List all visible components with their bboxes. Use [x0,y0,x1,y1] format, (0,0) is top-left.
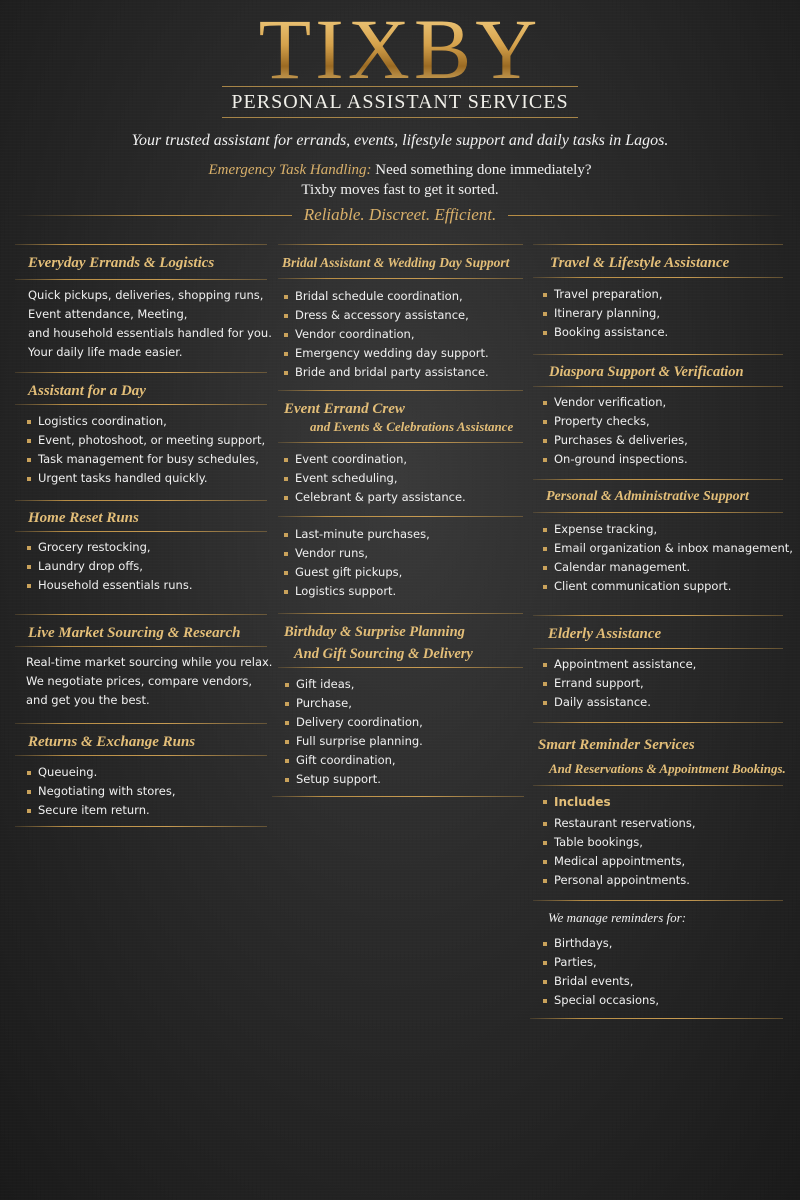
list-item: Full surprise planning. [284,732,423,751]
section-title: Assistant for a Day [28,383,146,399]
section-title: Smart Reminder Services [538,737,695,753]
list-item: Restaurant reservations, [542,814,696,833]
divider [15,244,267,245]
list-item: Calendar management. [542,558,793,577]
divider [15,614,267,615]
divider [533,785,783,786]
section-market-sourcing [28,624,241,642]
divider [15,826,267,827]
bridal-list [283,287,489,382]
section-personal-admin [546,488,749,506]
list-item: Travel preparation, [542,285,668,304]
includes-heading: Includes [542,792,696,812]
section-subtitle: And Gift Sourcing & Delivery [294,646,473,662]
section-title: Everyday Errands & Logistics [28,255,215,271]
section-everyday-errands [28,254,214,272]
section-diaspora [549,363,744,381]
errands-description [28,286,272,362]
section-home-reset [28,509,139,527]
divider [533,722,783,723]
assistant-day-list [26,412,265,488]
list-item: Table bookings, [542,833,696,852]
list-item: Dress & accessory assistance, [283,306,489,325]
list-item: Bride and bridal party assistance. [283,363,489,382]
list-item: Household essentials runs. [26,576,192,595]
list-item: Task management for busy schedules, [26,450,265,469]
list-item: Purchases & deliveries, [542,431,688,450]
list-item: Negotiating with stores, [26,782,176,801]
reminder-manage-note [548,908,686,928]
divider [533,648,783,649]
list-item: Last-minute purchases, [283,525,430,544]
text-line: and get you the best. [26,693,150,707]
list-item: Client communication support. [542,577,793,596]
emergency-note [0,160,800,200]
reminder-includes [542,792,696,890]
list-item: Setup support. [284,770,423,789]
personal-admin-list [542,520,793,596]
list-item: Event coordination, [283,450,466,469]
list-item: Laundry drop offs, [26,557,192,576]
emergency-label: Emergency Task Handling: [208,162,372,178]
divider [278,390,523,391]
text-line: and household essentials handled for you. [28,326,272,340]
diaspora-list [542,393,688,469]
section-title: Personal & Administrative Support [546,489,749,504]
section-smart-reminder [538,736,786,778]
list-item: Vendor coordination, [283,325,489,344]
divider [278,667,523,668]
returns-list [26,763,176,820]
divider [530,1018,783,1019]
motto: Reliable. Discreet. Efficient. [303,205,497,224]
divider [278,516,523,517]
list-item: On-ground inspections. [542,450,688,469]
divider [15,215,292,216]
list-item: Birthdays, [542,934,659,953]
list-item: Delivery coordination, [284,713,423,732]
brand-subtitle: PERSONAL ASSISTANT SERVICES [222,86,578,118]
list-item: Bridal schedule coordination, [283,287,489,306]
divider [15,279,267,280]
list-item: Medical appointments, [542,852,696,871]
divider [15,404,267,405]
emergency-text: Need something done immediately? [375,162,592,178]
divider [15,500,267,501]
section-title: Returns & Exchange Runs [28,734,196,750]
section-title: Bridal Assistant & Wedding Day Support [282,255,510,270]
list-item: Errand support, [542,674,696,693]
divider [278,442,523,443]
section-birthday [284,623,473,663]
brand-logo: TIXBY [0,6,800,92]
section-subtitle: and Events & Celebrations Assistance [310,419,514,434]
section-title: Travel & Lifestyle Assistance [550,255,730,271]
section-event-crew [284,400,513,436]
text-line: Real-time market sourcing while you relax. [26,655,273,669]
section-title: Event Errand Crew [284,401,405,417]
list-item: Special occasions, [542,991,659,1010]
text-line: Quick pickups, deliveries, shopping runs, [28,288,264,302]
section-title: Birthday & Surprise Planning [284,624,465,640]
tagline: Your trusted assistant for errands, events, lifestyle support and daily tasks in Lagos. [131,132,669,149]
manage-note: We manage reminders for: [548,910,687,925]
section-elderly [548,625,661,643]
divider [533,479,783,480]
list-item: Queueing. [26,763,176,782]
divider [533,512,783,513]
event-crew-list [283,450,466,507]
divider [15,723,267,724]
list-item: Gift coordination, [284,751,423,770]
list-item: Secure item return. [26,801,176,820]
divider [278,613,523,614]
travel-list [542,285,668,342]
section-subtitle: And Reservations & Appointment Bookings. [549,761,786,776]
list-item: Email organization & inbox management, [542,539,793,558]
divider [533,615,783,616]
list-item: Grocery restocking, [26,538,192,557]
divider [508,215,785,216]
divider [533,277,783,278]
list-item: Urgent tasks handled quickly. [26,469,265,488]
section-title: Diaspora Support & Verification [549,364,744,380]
section-title: Live Market Sourcing & Research [28,625,241,641]
list-item: Personal appointments. [542,871,696,890]
list-item: Logistics support. [283,582,430,601]
list-item: Guest gift pickups, [283,563,430,582]
market-description [26,653,272,710]
divider [533,900,783,901]
divider [278,278,523,279]
list-item: Logistics coordination, [26,412,265,431]
list-item: Emergency wedding day support. [283,344,489,363]
divider [272,796,524,797]
divider [533,244,783,245]
divider [533,354,783,355]
list-item: Event scheduling, [283,469,466,488]
list-item: Vendor runs, [283,544,430,563]
reminder-manage-list [542,934,659,1010]
list-item: Event, photoshoot, or meeting support, [26,431,265,450]
list-item: Purchase, [284,694,423,713]
text-line: Your daily life made easier. [28,345,183,359]
list-item: Gift ideas, [284,675,423,694]
section-travel [550,254,729,272]
list-item: Expense tracking, [542,520,793,539]
emergency-text-2: Tixby moves fast to get it sorted. [301,182,499,198]
list-item: Appointment assistance, [542,655,696,674]
list-item: Vendor verification, [542,393,688,412]
list-item: Parties, [542,953,659,972]
birthday-list [284,675,423,789]
divider [15,646,267,647]
home-reset-list [26,538,192,595]
divider [15,372,267,373]
motto-row [15,204,785,226]
list-item: Daily assistance. [542,693,696,712]
elderly-list [542,655,696,712]
list-item: Booking assistance. [542,323,668,342]
list-item: Property checks, [542,412,688,431]
section-assistant-day [28,382,146,400]
list-item: Celebrant & party assistance. [283,488,466,507]
text-line: We negotiate prices, compare vendors, [26,674,253,688]
divider [278,244,523,245]
divider [15,755,267,756]
last-minute-list [283,525,430,601]
divider [15,531,267,532]
section-returns [28,733,195,751]
list-item: Bridal events, [542,972,659,991]
section-title: Elderly Assistance [548,626,662,642]
divider [533,386,783,387]
section-bridal [282,254,509,272]
text-line: Event attendance, Meeting, [28,307,188,321]
list-item: Itinerary planning, [542,304,668,323]
section-title: Home Reset Runs [28,510,139,526]
